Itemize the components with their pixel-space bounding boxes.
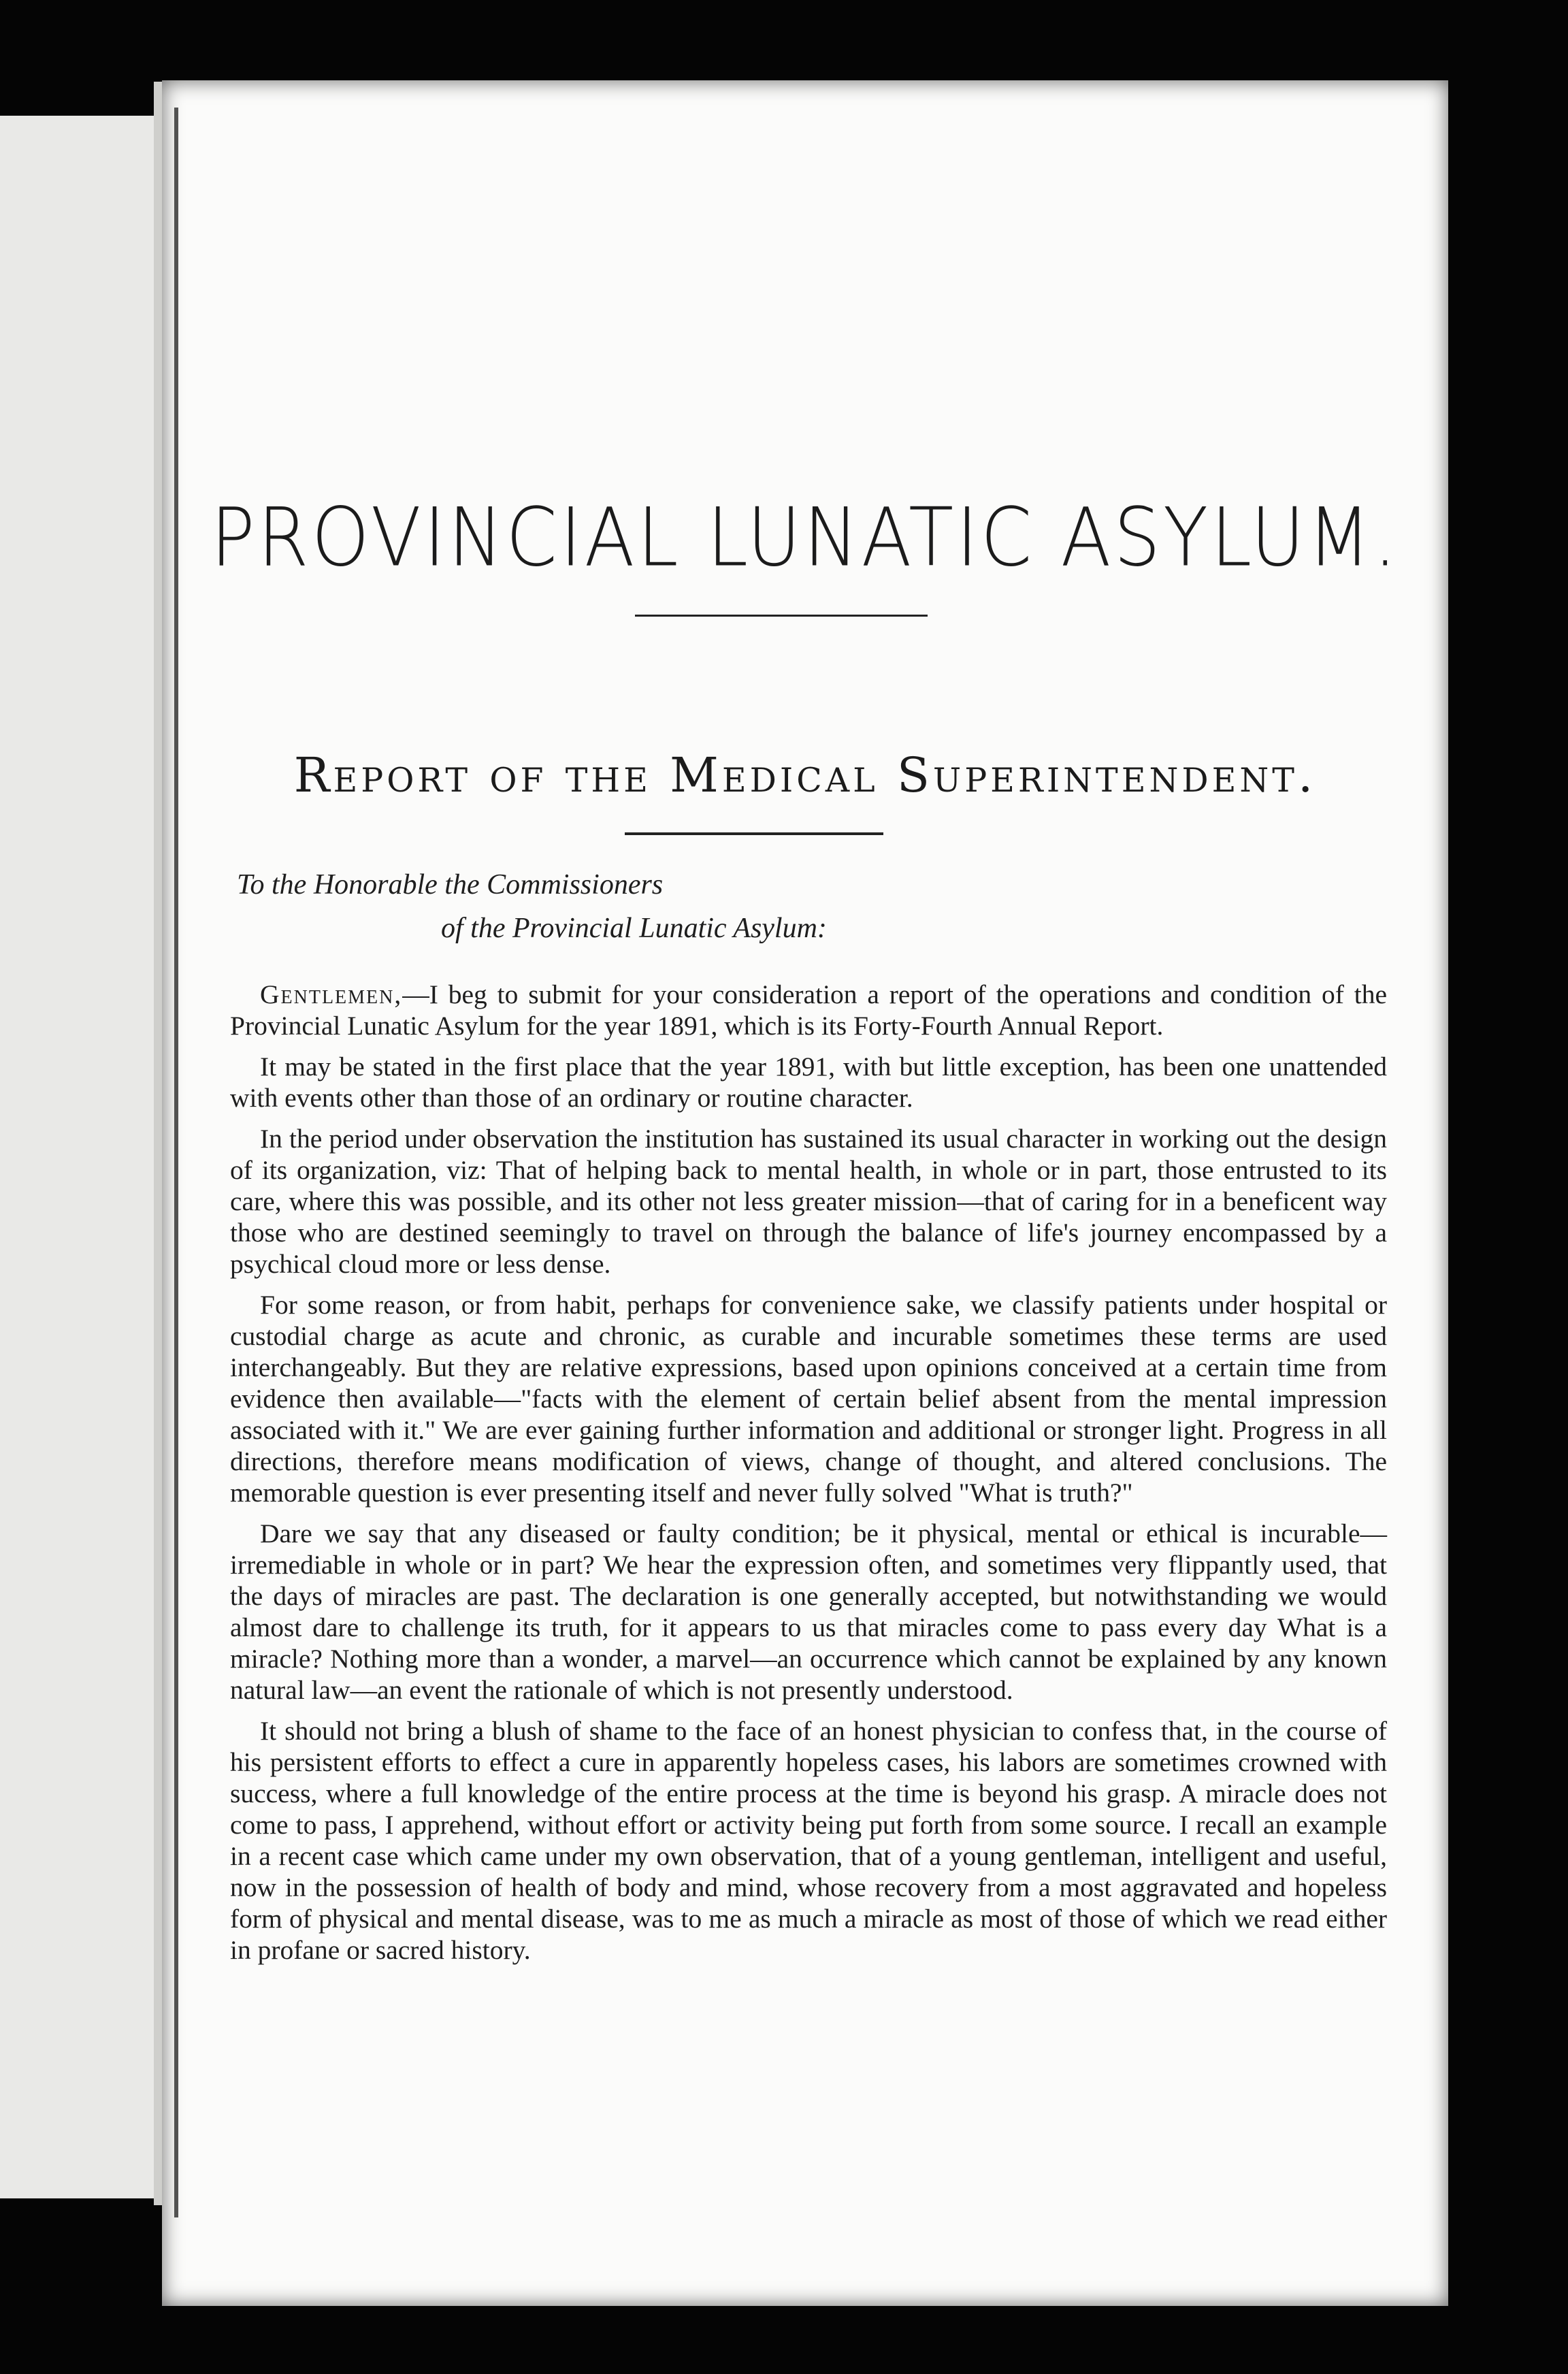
address-line-2: of the Provincial Lunatic Asylum: <box>441 913 827 944</box>
subtitle-divider <box>625 832 883 835</box>
page-title: PROVINCIAL LUNATIC ASYLUM. <box>210 491 1400 585</box>
paragraph-text: —I beg to submit for your consideration a report of the operations and condition of the Provincial Lunatic Asylum for the year 1891, which is its Forty-Fourth Annual Report. <box>230 979 1387 1041</box>
paragraph-text: For some reason, or from habit, perhaps for convenience sake, we classify patients under hospital or custodial charge as acute and chronic, as curable and incurable sometimes these terms are used interchangeably. But they are relative expressions, based upon opinions conceived at a certain time from evidence then available—"facts with the element of certain belief absent from the mental impression associated with it." We are ever gaining further information and additional or stronger light. Progress in all directions, therefore means modification of views, change of thought, and altered conclusions. The memorable question is ever presenting itself and never fully solved "What is truth?" <box>230 1290 1387 1508</box>
paragraph-text: In the period under observation the institution has sustained its usual character in working out the design of its organization, viz: That of helping back to mental health, in whole or in part, those entrusted to its care, where this was possible, and its other not less greater mission—that of caring for in a beneficent way those who are destined seemingly to travel on through the balance of life's journey encompassed by a psychical cloud more or less dense. <box>230 1124 1387 1279</box>
paragraph-2 <box>230 1051 1387 1113</box>
paragraph-5 <box>230 1518 1387 1706</box>
document-page <box>162 80 1448 2306</box>
page-subtitle: Report of the Medical Superintendent. <box>293 747 1317 803</box>
paragraph-4 <box>230 1289 1387 1508</box>
salutation-lead: Gentlemen, <box>260 979 403 1009</box>
left-page-edge <box>154 82 162 2205</box>
title-divider <box>635 615 928 617</box>
binding-shadow <box>174 108 178 2217</box>
paragraph-1 <box>230 979 1387 1041</box>
paragraph-text: Dare we say that any diseased or faulty condition; be it physical, mental or ethical is incurable—irremediable in whole or in part? We hear the expression often, and sometimes very flippantly used, that the days of miracles are past. The declaration is one generally accepted, but notwithstanding we would almost dare to challenge its truth, for it appears to us that miracles come to pass every day What is a miracle? Nothing more than a wonder, a marvel—an occurrence which cannot be explained by any known natural law—an event the rationale of which is not presently understood. <box>230 1518 1387 1705</box>
paragraph-text: It may be stated in the first place that the year 1891, with but little exception, has been one unattended with events other than those of an ordinary or routine character. <box>230 1052 1387 1113</box>
paragraph-text: It should not bring a blush of shame to the face of an honest physician to confess that, in the course of his persistent efforts to effect a cure in apparently hopeless cases, his labors are sometimes crowned with success, where a full knowledge of the entire process at the time is beyond his grasp. A miracle does not come to pass, I apprehend, without effort or activity being put forth from some source. I recall an example in a recent case which came under my own observation, that of a young gentleman, intelligent and useful, now in the possession of health of body and mind, whose recovery from a most aggravated and hopeless form of physical and mental disease, was to me as much a miracle as most of those of which we read either in profane or sacred history. <box>230 1716 1387 1965</box>
address-line-1: To the Honorable the Commissioners <box>237 869 664 900</box>
salutation-address <box>237 863 827 950</box>
paragraph-3 <box>230 1123 1387 1280</box>
left-page-edge-area <box>0 116 162 2198</box>
paragraph-6 <box>230 1715 1387 1966</box>
report-body <box>230 979 1387 1975</box>
